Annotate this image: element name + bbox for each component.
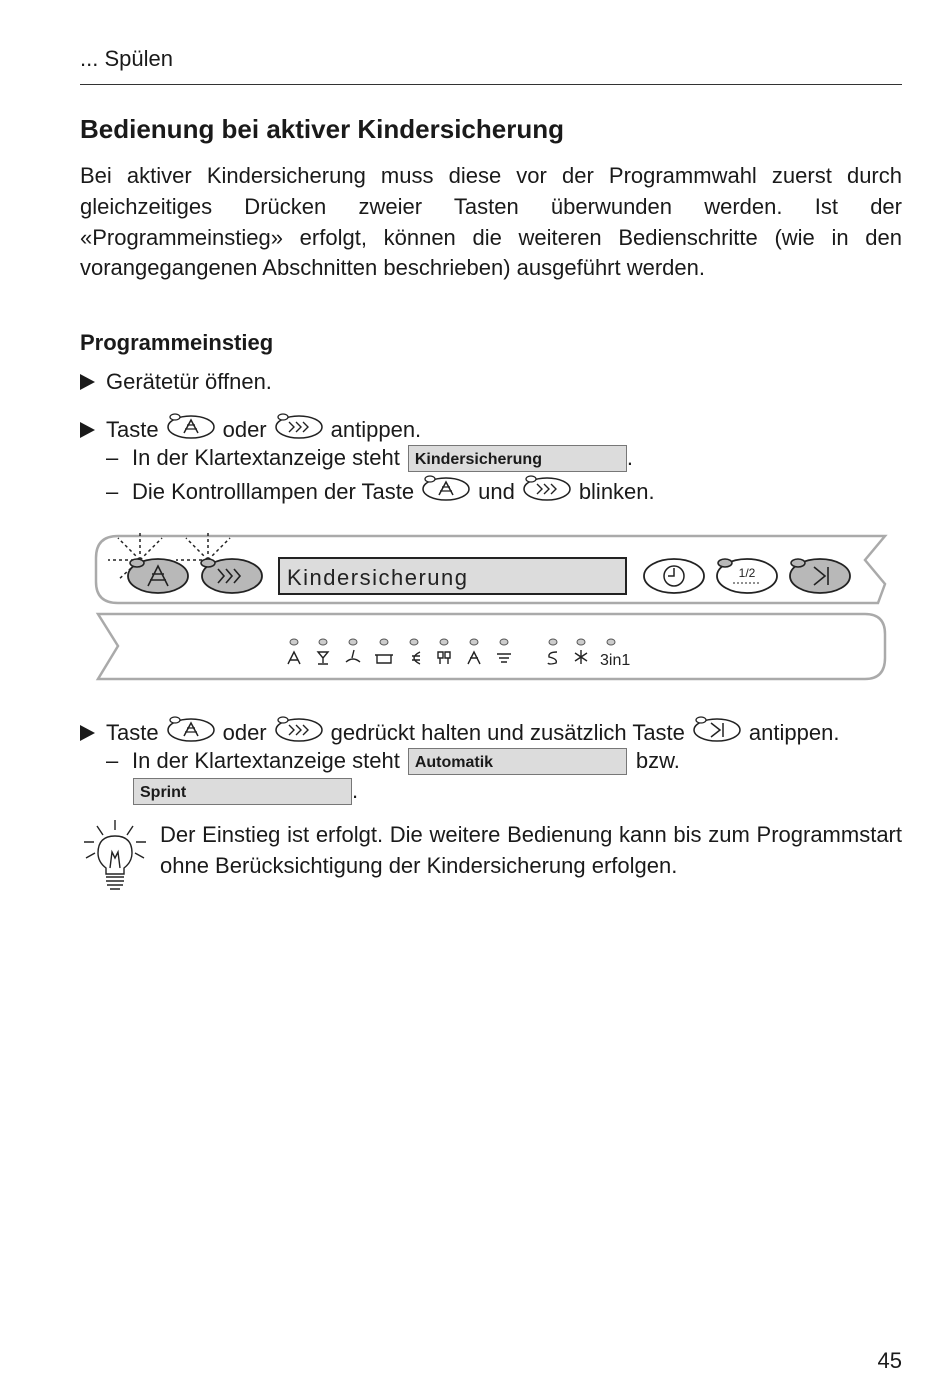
section-subtitle: Programmeinstieg [80, 330, 274, 355]
panel-automatic-key [128, 559, 188, 593]
step-3-word: gedrückt halten und zusätzlich Taste [330, 720, 685, 745]
bullet-arrow-icon [80, 374, 95, 390]
step-1-text: Gerätetür öffnen. [106, 369, 272, 394]
step-3-word: Taste [106, 720, 159, 745]
intro-paragraph: Bei aktiver Kindersicherung muss diese vor der Programmwahl zuerst durch gleichzeitiges Drücken zweier Tasten überwunden werden. Ist der «Programmeinstieg» erfolgt, können die weiteren Bedienschritte (wie in den vorangegangenen Abschnitten beschrieben) ausgeführt werden. [80, 163, 902, 281]
bullet-arrow-icon [80, 725, 95, 741]
sub-end: blinken. [578, 479, 655, 504]
sub-text: In der Klartextanzeige steht [132, 748, 400, 773]
panel-timer-key [644, 559, 704, 593]
start-key-icon [692, 715, 742, 751]
half-load-label: 1/2 [738, 566, 756, 580]
automatic-key-icon [421, 474, 471, 510]
panel-sprint-key [201, 559, 262, 593]
step-3-sub: – In der Klartextanzeige steht Automatik bzw. [106, 746, 680, 776]
sub-end: . [352, 778, 359, 803]
sub-text: und [478, 479, 515, 504]
header-rule [80, 84, 902, 85]
sub-text: Die Kontrolllampen der Taste [132, 479, 415, 504]
step-1 [80, 367, 272, 397]
step-2-sub-1: – In der Klartextanzeige steht Kindersicherung . [106, 443, 633, 473]
three-in-one-label: 3in1 [600, 652, 631, 669]
lcd-kindersicherung: Kindersicherung [408, 445, 627, 472]
lcd-sprint: Sprint [133, 778, 352, 805]
step-2-word: oder [222, 417, 267, 442]
lcd-automatik: Automatik [408, 748, 627, 775]
step-3-word: oder [222, 720, 267, 745]
sub-text: In der Klartextanzeige steht [132, 445, 400, 470]
panel-display-text: Kindersicherung [287, 565, 469, 590]
sprint-key-icon [522, 474, 572, 510]
step-2-word: Taste [106, 417, 159, 442]
sub-text: bzw. [635, 748, 680, 773]
panel-start-key [790, 559, 850, 593]
step-2-sub-2: – Die Kontrolllampen der Taste und blinken. [106, 474, 655, 510]
page-number: 45 [877, 1348, 902, 1373]
page-title: Bedienung bei aktiver Kindersicherung [80, 114, 564, 144]
step-3-word: antippen. [748, 720, 840, 745]
running-header: ... Spülen [80, 46, 173, 71]
bullet-arrow-icon [80, 422, 95, 438]
sub-end: . [626, 445, 633, 470]
step-3-sub-cont [133, 776, 358, 806]
tip-paragraph: Der Einstieg ist erfolgt. Die weitere Bedienung kann bis zum Programmstart ohne Berücksichtigung der Kindersicherung erfolgen. [160, 822, 902, 878]
control-panel-illustration [90, 528, 890, 686]
lightbulb-tip-icon [80, 818, 150, 894]
step-2-word: antippen. [330, 417, 422, 442]
panel-half-load-key [717, 559, 777, 593]
